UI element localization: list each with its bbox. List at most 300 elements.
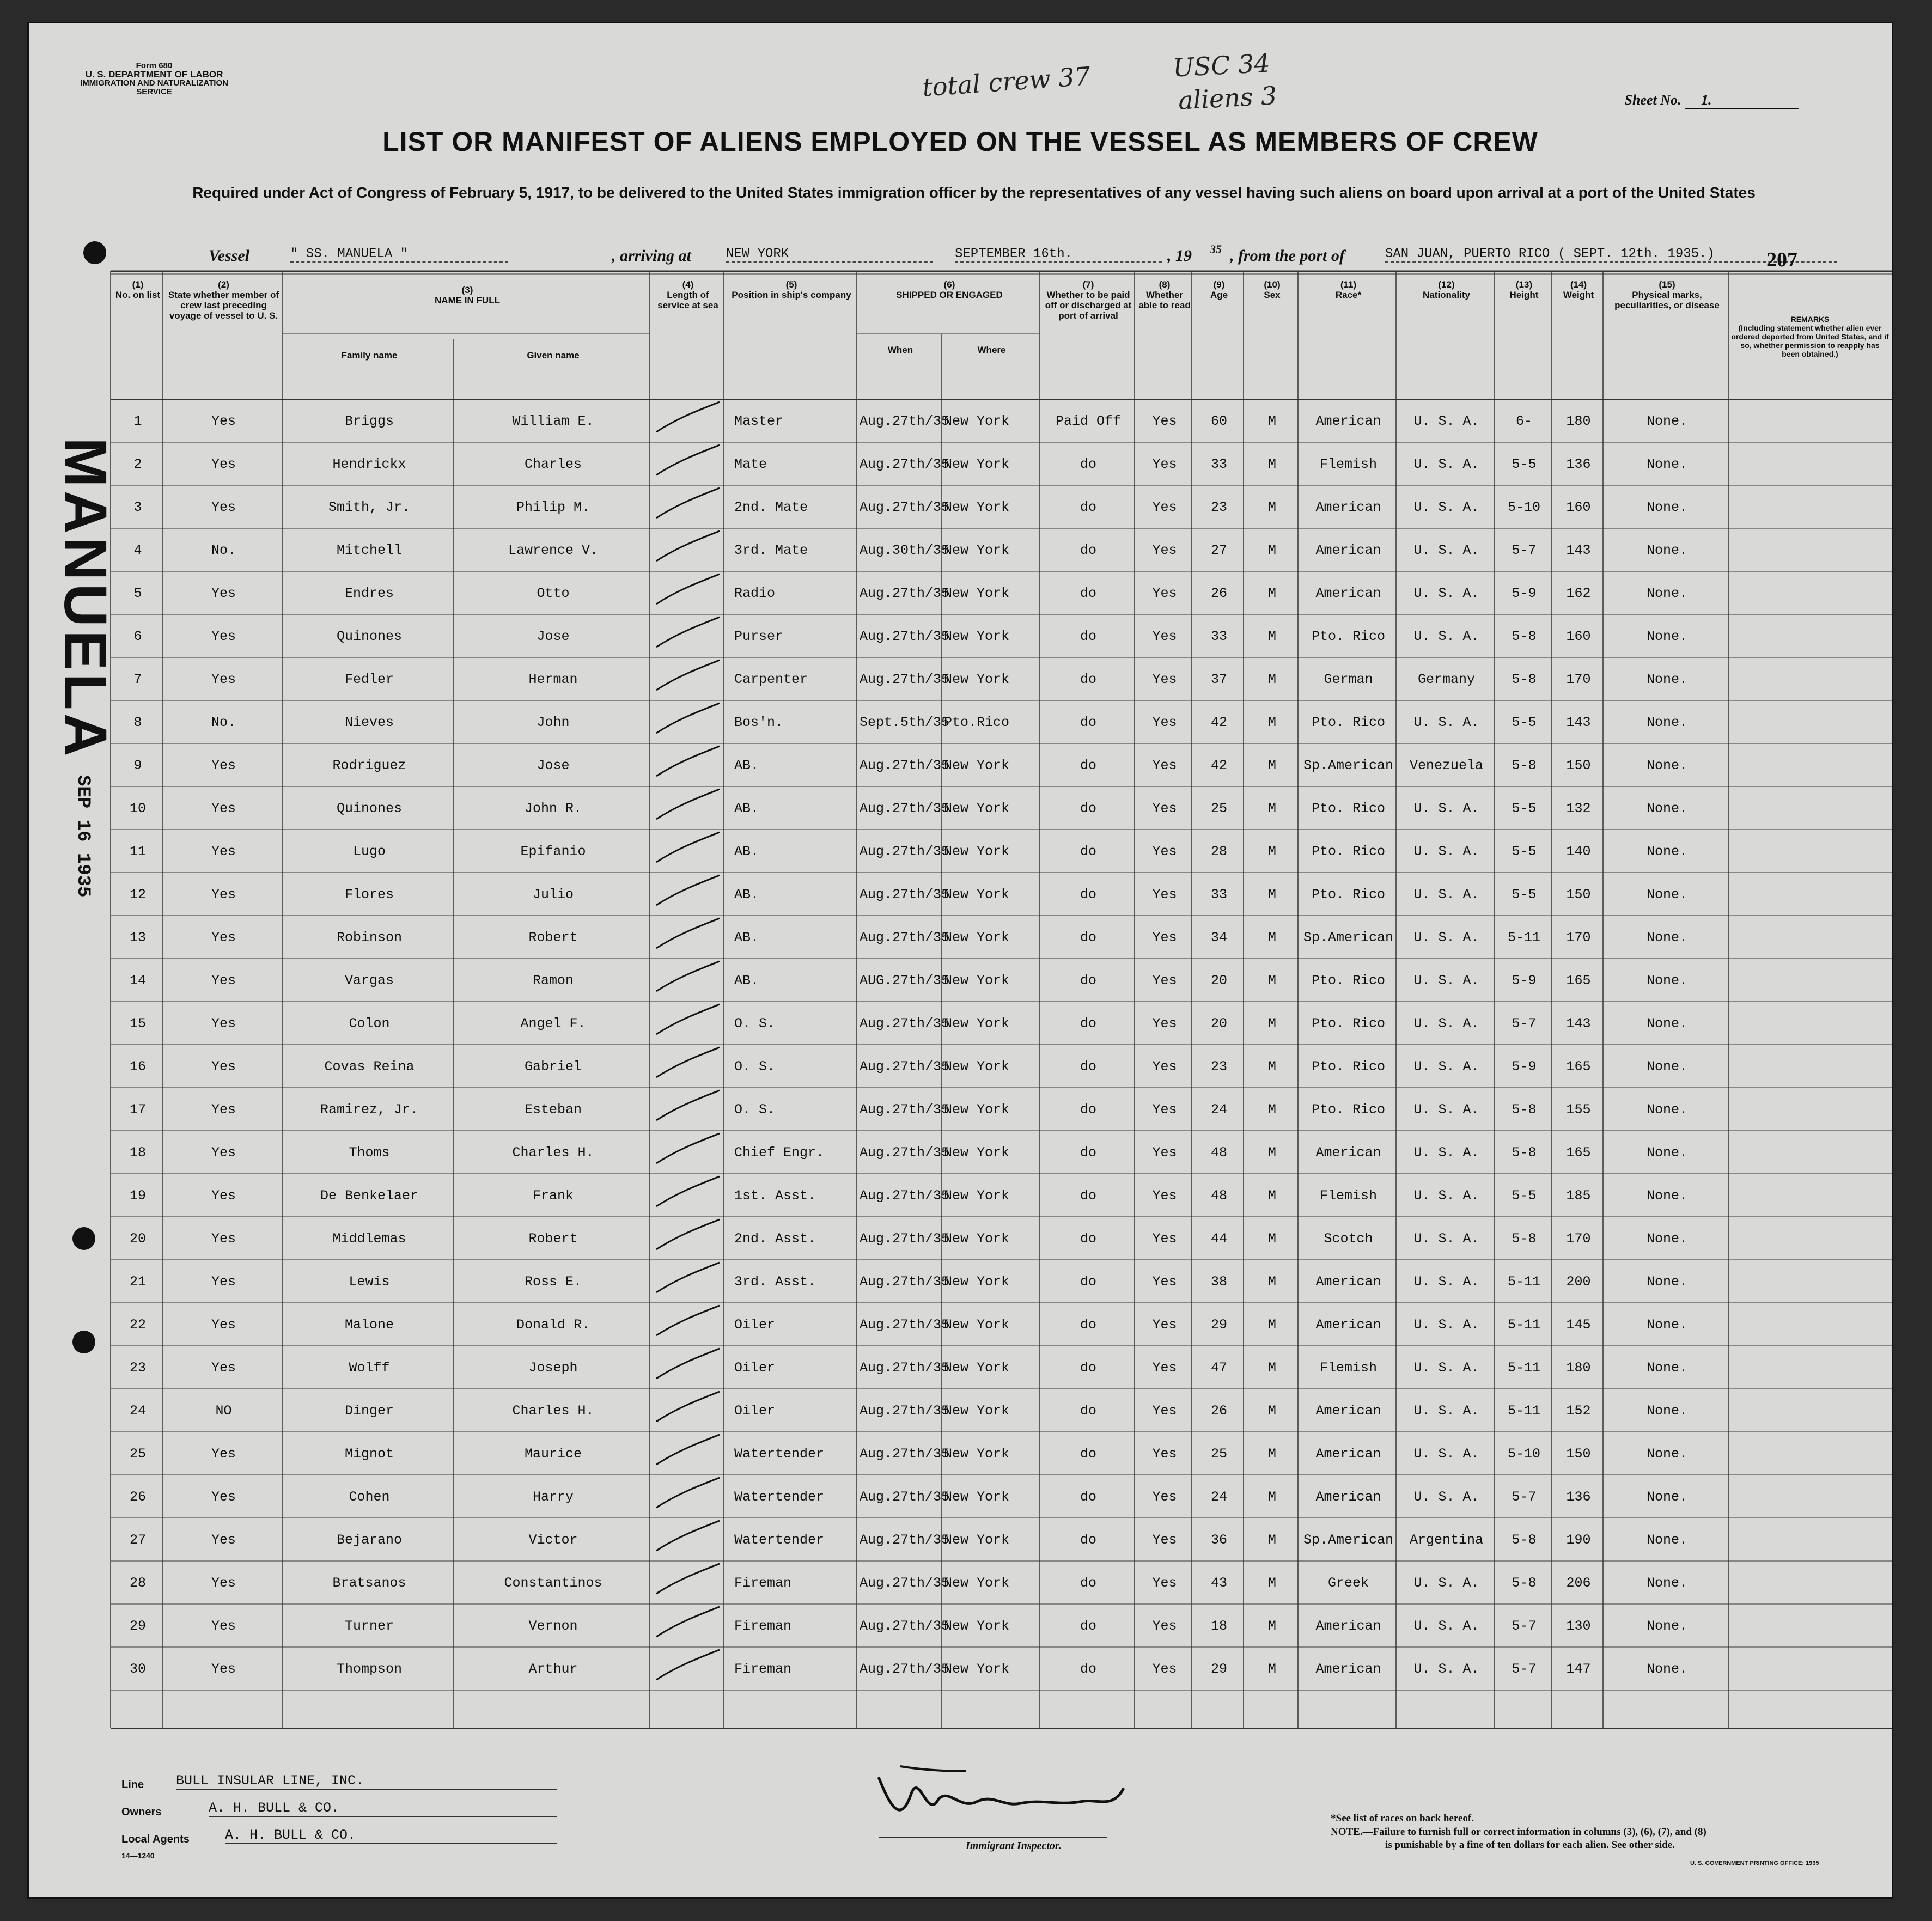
cell-prev: Yes bbox=[211, 1575, 236, 1591]
cell-no: 23 bbox=[129, 1360, 146, 1376]
cell-weight: 185 bbox=[1566, 1188, 1591, 1204]
cell-marks: None. bbox=[1646, 1274, 1687, 1290]
cell-paid: do bbox=[1080, 499, 1096, 515]
cell-read: Yes bbox=[1152, 1532, 1177, 1548]
cell-sex: M bbox=[1267, 1231, 1276, 1247]
cell-position: Radio bbox=[734, 586, 776, 601]
page-number: 207 bbox=[1766, 248, 1797, 271]
cell-position: 2nd. Mate bbox=[734, 499, 808, 515]
col-header-given-name: Given name bbox=[527, 350, 580, 361]
col-header-no: (1) No. on list bbox=[115, 279, 161, 300]
cell-read: Yes bbox=[1152, 1016, 1177, 1032]
cell-sex: M bbox=[1267, 1661, 1276, 1677]
col-header-prev-voyage: (2) State whether member of crew last preceding voyage of vessel to U. S. bbox=[168, 279, 279, 321]
page-title: LIST OR MANIFEST OF ALIENS EMPLOYED ON THE VESSEL AS MEMBERS OF CREW bbox=[382, 126, 1538, 157]
cell-position: Watertender bbox=[734, 1489, 825, 1505]
cell-height: 5-11 bbox=[1507, 930, 1540, 946]
cell-paid: do bbox=[1080, 844, 1096, 859]
cell-nationality: U. S. A. bbox=[1413, 1188, 1479, 1204]
cell-marks: None. bbox=[1646, 456, 1687, 472]
table-row bbox=[29, 830, 1892, 873]
col-header-name: (3) NAME IN FULL bbox=[435, 285, 500, 306]
cell-read: Yes bbox=[1152, 930, 1177, 946]
cell-sex: M bbox=[1267, 1403, 1276, 1419]
cell-no: 16 bbox=[129, 1059, 146, 1075]
cell-weight: 143 bbox=[1566, 1016, 1591, 1032]
cell-sex: M bbox=[1267, 1188, 1276, 1204]
cell-weight: 132 bbox=[1566, 801, 1591, 816]
cell-sex: M bbox=[1267, 930, 1276, 946]
cell-given: Gabriel bbox=[524, 1059, 582, 1075]
cell-no: 17 bbox=[129, 1102, 146, 1118]
cell-nationality: U. S. A. bbox=[1413, 1145, 1479, 1161]
cell-when: Sept.5th/35 bbox=[860, 715, 950, 730]
cell-given: Esteban bbox=[524, 1102, 582, 1118]
cell-position: 2nd. Asst. bbox=[734, 1231, 816, 1247]
cell-family: Lugo bbox=[352, 844, 386, 859]
cell-weight: 206 bbox=[1566, 1575, 1591, 1591]
cell-when: Aug.27th/35 bbox=[860, 1102, 950, 1118]
cell-prev: Yes bbox=[211, 1317, 236, 1333]
cell-when: Aug.27th/35 bbox=[860, 1360, 950, 1376]
cell-nationality: Germany bbox=[1417, 672, 1476, 687]
cell-age: 33 bbox=[1210, 887, 1227, 902]
cell-age: 43 bbox=[1210, 1575, 1227, 1591]
owners-value: A. H. BULL & CO. bbox=[209, 1800, 557, 1817]
cell-position: AB. bbox=[734, 844, 759, 859]
cell-read: Yes bbox=[1152, 801, 1177, 816]
inspector-label: Immigrant Inspector. bbox=[966, 1840, 1062, 1852]
cell-read: Yes bbox=[1152, 1618, 1177, 1634]
cell-race: American bbox=[1315, 1661, 1381, 1677]
table-row bbox=[29, 1217, 1892, 1260]
cell-position: Oiler bbox=[734, 1403, 776, 1419]
from-port: SAN JUAN, PUERTO RICO ( SEPT. 12th. 1935.) bbox=[1385, 247, 1837, 263]
cell-race: Scotch bbox=[1324, 1231, 1373, 1247]
cell-race: American bbox=[1315, 1317, 1381, 1333]
cell-sex: M bbox=[1267, 1274, 1276, 1290]
cell-height: 6- bbox=[1515, 413, 1532, 429]
cell-paid: do bbox=[1080, 1489, 1096, 1505]
cell-paid: do bbox=[1080, 1661, 1096, 1677]
cell-age: 36 bbox=[1210, 1532, 1227, 1548]
cell-sex: M bbox=[1267, 1575, 1276, 1591]
cell-where: New York bbox=[944, 973, 1010, 989]
cell-prev: Yes bbox=[211, 1274, 236, 1290]
cell-paid: do bbox=[1080, 1145, 1096, 1161]
cell-prev: Yes bbox=[211, 973, 236, 989]
cell-prev: Yes bbox=[211, 1016, 236, 1032]
cell-no: 20 bbox=[129, 1231, 146, 1247]
cell-nationality: U. S. A. bbox=[1413, 715, 1479, 730]
cell-paid: do bbox=[1080, 1317, 1096, 1333]
cell-given: Charles bbox=[524, 456, 582, 472]
cell-weight: 170 bbox=[1566, 930, 1591, 946]
cell-race: American bbox=[1315, 499, 1381, 515]
cell-nationality: U. S. A. bbox=[1413, 1102, 1479, 1118]
cell-read: Yes bbox=[1152, 672, 1177, 687]
cell-weight: 180 bbox=[1566, 413, 1591, 429]
cell-age: 29 bbox=[1210, 1661, 1227, 1677]
cell-marks: None. bbox=[1646, 1489, 1687, 1505]
cell-age: 24 bbox=[1210, 1102, 1227, 1118]
cell-when: Aug.27th/35 bbox=[860, 499, 950, 515]
cell-where: New York bbox=[944, 1532, 1010, 1548]
cell-prev: Yes bbox=[211, 499, 236, 515]
cell-age: 44 bbox=[1210, 1231, 1227, 1247]
cell-prev: Yes bbox=[211, 887, 236, 902]
cell-age: 48 bbox=[1210, 1188, 1227, 1204]
cell-sex: M bbox=[1267, 1360, 1276, 1376]
cell-race: Pto. Rico bbox=[1311, 801, 1386, 816]
cell-race: Sp.American bbox=[1303, 1532, 1394, 1548]
cell-family: Fedler bbox=[344, 672, 394, 687]
cell-prev: Yes bbox=[211, 1188, 236, 1204]
cell-prev: Yes bbox=[211, 1145, 236, 1161]
cell-where: New York bbox=[944, 844, 1010, 859]
cell-where: New York bbox=[944, 1489, 1010, 1505]
cell-height: 5-7 bbox=[1512, 542, 1537, 558]
cell-sex: M bbox=[1267, 973, 1276, 989]
cell-age: 60 bbox=[1210, 413, 1227, 429]
cell-where: New York bbox=[944, 542, 1010, 558]
cell-marks: None. bbox=[1646, 499, 1687, 515]
cell-read: Yes bbox=[1152, 499, 1177, 515]
cell-no: 8 bbox=[133, 715, 142, 730]
cell-sex: M bbox=[1267, 715, 1276, 730]
cell-race: Flemish bbox=[1319, 1360, 1378, 1376]
table-row bbox=[29, 786, 1892, 830]
cell-given: Joseph bbox=[528, 1360, 578, 1376]
cell-sex: M bbox=[1267, 1145, 1276, 1161]
cell-race: Flemish bbox=[1319, 1188, 1378, 1204]
cell-no: 11 bbox=[129, 844, 146, 859]
agents-value: A. H. BULL & CO. bbox=[225, 1827, 557, 1844]
cell-race: Flemish bbox=[1319, 456, 1378, 472]
cell-nationality: U. S. A. bbox=[1413, 801, 1479, 816]
cell-prev: Yes bbox=[211, 930, 236, 946]
cell-position: O. S. bbox=[734, 1016, 776, 1032]
cell-when: Aug.27th/35 bbox=[860, 413, 950, 429]
table-row bbox=[29, 1432, 1892, 1475]
cell-marks: None. bbox=[1646, 1618, 1687, 1634]
inspector-signature bbox=[868, 1755, 1151, 1843]
cell-sex: M bbox=[1267, 1016, 1276, 1032]
cell-prev: Yes bbox=[211, 1489, 236, 1505]
cell-read: Yes bbox=[1152, 413, 1177, 429]
cell-height: 5-5 bbox=[1512, 844, 1537, 859]
cell-given: Epifanio bbox=[520, 844, 586, 859]
note-fine-2: is punishable by a fine of ten dollars for each alien. See other side. bbox=[1385, 1839, 1675, 1851]
cell-weight: 150 bbox=[1566, 1446, 1591, 1462]
cell-marks: None. bbox=[1646, 542, 1687, 558]
cell-family: Colon bbox=[349, 1016, 390, 1032]
cell-weight: 170 bbox=[1566, 1231, 1591, 1247]
table-row bbox=[29, 1346, 1892, 1389]
cell-position: AB. bbox=[734, 973, 759, 989]
cell-sex: M bbox=[1267, 887, 1276, 902]
cell-when: Aug.27th/35 bbox=[860, 1575, 950, 1591]
cell-height: 5-11 bbox=[1507, 1274, 1540, 1290]
cell-where: New York bbox=[944, 1317, 1010, 1333]
cell-prev: Yes bbox=[211, 1102, 236, 1118]
line-value: BULL INSULAR LINE, INC. bbox=[176, 1773, 557, 1790]
cell-family: Mitchell bbox=[336, 542, 403, 558]
cell-sex: M bbox=[1267, 1618, 1276, 1634]
cell-weight: 200 bbox=[1566, 1274, 1591, 1290]
cell-weight: 165 bbox=[1566, 1145, 1591, 1161]
cell-read: Yes bbox=[1152, 1059, 1177, 1075]
cell-no: 12 bbox=[129, 887, 146, 902]
cell-height: 5-11 bbox=[1507, 1317, 1540, 1333]
cell-paid: do bbox=[1080, 542, 1096, 558]
cell-height: 5-8 bbox=[1512, 1102, 1537, 1118]
cell-read: Yes bbox=[1152, 844, 1177, 859]
cell-sex: M bbox=[1267, 499, 1276, 515]
cell-prev: Yes bbox=[211, 1059, 236, 1075]
sheet-number bbox=[1625, 92, 1800, 109]
cell-weight: 143 bbox=[1566, 715, 1591, 730]
cell-weight: 162 bbox=[1566, 586, 1591, 601]
cell-age: 42 bbox=[1210, 715, 1227, 730]
cell-family: De Benkelaer bbox=[320, 1188, 419, 1204]
cell-prev: Yes bbox=[211, 801, 236, 816]
cell-marks: None. bbox=[1646, 1188, 1687, 1204]
col-header-race: (11) Race* bbox=[1335, 279, 1362, 300]
cell-weight: 180 bbox=[1566, 1360, 1591, 1376]
cell-nationality: U. S. A. bbox=[1413, 887, 1479, 902]
cell-race: American bbox=[1315, 1274, 1381, 1290]
cell-nationality: U. S. A. bbox=[1413, 1403, 1479, 1419]
cell-weight: 140 bbox=[1566, 844, 1591, 859]
cell-prev: Yes bbox=[211, 413, 236, 429]
cell-paid: do bbox=[1080, 715, 1096, 730]
col-header-remarks: REMARKS (Including statement whether alien ever ordered deported from United States, and if so, whether permission to reapply has been obtained.) bbox=[1731, 315, 1889, 358]
form-service: IMMIGRATION AND NATURALIZATION SERVICE bbox=[80, 78, 228, 96]
table-row bbox=[29, 916, 1892, 959]
cell-nationality: U. S. A. bbox=[1413, 456, 1479, 472]
cell-when: Aug.27th/35 bbox=[860, 1016, 950, 1032]
cell-marks: None. bbox=[1646, 1360, 1687, 1376]
cell-where: New York bbox=[944, 1446, 1010, 1462]
cell-age: 20 bbox=[1210, 973, 1227, 989]
cell-read: Yes bbox=[1152, 1274, 1177, 1290]
sheet-number-label: Sheet No. bbox=[1624, 92, 1681, 108]
cell-given: Herman bbox=[528, 672, 578, 687]
cell-position: Bos'n. bbox=[734, 715, 784, 730]
cell-where: New York bbox=[944, 1188, 1010, 1204]
agents-label: Local Agents bbox=[121, 1833, 190, 1845]
cell-family: Nieves bbox=[344, 715, 394, 730]
table-row bbox=[29, 1604, 1892, 1647]
table-row bbox=[29, 1303, 1892, 1346]
cell-family: Smith, Jr. bbox=[328, 499, 411, 515]
cell-race: American bbox=[1315, 586, 1381, 601]
cell-position: AB. bbox=[734, 801, 759, 816]
cell-given: Donald R. bbox=[516, 1317, 590, 1333]
cell-age: 25 bbox=[1210, 801, 1227, 816]
cell-when: Aug.27th/35 bbox=[860, 456, 950, 472]
cell-paid: do bbox=[1080, 973, 1096, 989]
cell-paid: do bbox=[1080, 629, 1096, 644]
cell-given: Ramon bbox=[532, 973, 574, 989]
cell-height: 5-8 bbox=[1512, 758, 1537, 773]
cell-family: Malone bbox=[344, 1317, 394, 1333]
vessel-label: Vessel bbox=[209, 247, 249, 265]
cell-prev: NO bbox=[215, 1403, 232, 1419]
cell-no: 7 bbox=[133, 672, 142, 687]
cell-position: Fireman bbox=[734, 1661, 792, 1677]
cell-age: 42 bbox=[1210, 758, 1227, 773]
cell-no: 3 bbox=[133, 499, 142, 515]
cell-nationality: U. S. A. bbox=[1413, 1059, 1479, 1075]
cell-no: 22 bbox=[129, 1317, 146, 1333]
cell-when: Aug.27th/35 bbox=[860, 930, 950, 946]
cell-age: 23 bbox=[1210, 1059, 1227, 1075]
cell-where: New York bbox=[944, 801, 1010, 816]
cell-nationality: U. S. A. bbox=[1413, 1446, 1479, 1462]
cell-no: 27 bbox=[129, 1532, 146, 1548]
year-prefix: , 19 bbox=[1167, 247, 1192, 265]
cell-family: Bratsanos bbox=[332, 1575, 406, 1591]
cell-weight: 147 bbox=[1566, 1661, 1591, 1677]
cell-race: Pto. Rico bbox=[1311, 887, 1386, 902]
cell-given: Julio bbox=[532, 887, 574, 902]
cell-race: Pto. Rico bbox=[1311, 1059, 1386, 1075]
cell-age: 26 bbox=[1210, 1403, 1227, 1419]
cell-prev: Yes bbox=[211, 758, 236, 773]
cell-where: New York bbox=[944, 1102, 1010, 1118]
cell-paid: do bbox=[1080, 1102, 1096, 1118]
cell-read: Yes bbox=[1152, 1360, 1177, 1376]
table-row bbox=[29, 1475, 1892, 1518]
cell-marks: None. bbox=[1646, 1661, 1687, 1677]
cell-race: Pto. Rico bbox=[1311, 629, 1386, 644]
cell-no: 13 bbox=[129, 930, 146, 946]
cell-where: New York bbox=[944, 1059, 1010, 1075]
cell-weight: 155 bbox=[1566, 1102, 1591, 1118]
cell-height: 5-9 bbox=[1512, 973, 1537, 989]
cell-paid: do bbox=[1080, 1446, 1096, 1462]
cell-family: Mignot bbox=[344, 1446, 394, 1462]
table-row bbox=[29, 1174, 1892, 1217]
cell-given: Charles H. bbox=[512, 1403, 594, 1419]
cell-age: 34 bbox=[1210, 930, 1227, 946]
cell-when: Aug.27th/35 bbox=[860, 1403, 950, 1419]
cell-where: New York bbox=[944, 499, 1010, 515]
cell-race: German bbox=[1324, 672, 1373, 687]
cell-marks: None. bbox=[1646, 930, 1687, 946]
cell-marks: None. bbox=[1646, 715, 1687, 730]
cell-sex: M bbox=[1267, 456, 1276, 472]
cell-no: 9 bbox=[133, 758, 142, 773]
cell-where: New York bbox=[944, 758, 1010, 773]
table-row bbox=[29, 700, 1892, 743]
cell-family: Hendrickx bbox=[332, 456, 406, 472]
cell-prev: Yes bbox=[211, 1360, 236, 1376]
cell-where: New York bbox=[944, 1274, 1010, 1290]
cell-position: Purser bbox=[734, 629, 784, 644]
cell-age: 27 bbox=[1210, 542, 1227, 558]
cell-marks: None. bbox=[1646, 1575, 1687, 1591]
cell-age: 29 bbox=[1210, 1317, 1227, 1333]
cell-weight: 165 bbox=[1566, 1059, 1591, 1075]
cell-age: 38 bbox=[1210, 1274, 1227, 1290]
cell-when: Aug.27th/35 bbox=[860, 586, 950, 601]
cell-where: New York bbox=[944, 672, 1010, 687]
cell-given: Harry bbox=[532, 1489, 574, 1505]
cell-read: Yes bbox=[1152, 1661, 1177, 1677]
cell-when: Aug.30th/35 bbox=[860, 542, 950, 558]
cell-no: 19 bbox=[129, 1188, 146, 1204]
cell-given: Maurice bbox=[524, 1446, 582, 1462]
cell-no: 18 bbox=[129, 1145, 146, 1161]
cell-sex: M bbox=[1267, 801, 1276, 816]
cell-nationality: U. S. A. bbox=[1413, 542, 1479, 558]
cell-height: 5-11 bbox=[1507, 1360, 1540, 1376]
cell-position: AB. bbox=[734, 758, 759, 773]
cell-height: 5-5 bbox=[1512, 1188, 1537, 1204]
cell-prev: No. bbox=[211, 542, 236, 558]
cell-nationality: U. S. A. bbox=[1413, 629, 1479, 644]
cell-sex: M bbox=[1267, 1489, 1276, 1505]
cell-paid: do bbox=[1080, 456, 1096, 472]
cell-marks: None. bbox=[1646, 887, 1687, 902]
cell-nationality: U. S. A. bbox=[1413, 1360, 1479, 1376]
cell-paid: do bbox=[1080, 672, 1096, 687]
page-subtitle: Required under Act of Congress of February 5, 1917, to be delivered to the United States immigration officer by the representatives of any vessel having such aliens on board upon arrival at a port of the United States bbox=[192, 184, 1756, 201]
cell-where: New York bbox=[944, 1575, 1010, 1591]
table-row bbox=[29, 528, 1892, 571]
cell-position: Carpenter bbox=[734, 672, 808, 687]
form-header bbox=[72, 62, 236, 96]
printer-line: U. S. GOVERNMENT PRINTING OFFICE: 1935 bbox=[1690, 1860, 1819, 1867]
cell-marks: None. bbox=[1646, 1102, 1687, 1118]
cell-read: Yes bbox=[1152, 1102, 1177, 1118]
cell-sex: M bbox=[1267, 1102, 1276, 1118]
cell-given: Constantinos bbox=[504, 1575, 602, 1591]
cell-age: 28 bbox=[1210, 844, 1227, 859]
cell-height: 5-9 bbox=[1512, 586, 1537, 601]
cell-position: Fireman bbox=[734, 1618, 792, 1634]
cell-no: 4 bbox=[133, 542, 142, 558]
cell-position: Master bbox=[734, 413, 784, 429]
arrival-date: SEPTEMBER 16th. bbox=[955, 247, 1162, 263]
cell-marks: None. bbox=[1646, 801, 1687, 816]
table-row bbox=[29, 485, 1892, 528]
binder-hole bbox=[83, 241, 106, 264]
table-row bbox=[29, 614, 1892, 657]
cell-given: Philip M. bbox=[516, 499, 590, 515]
cell-height: 5-11 bbox=[1507, 1403, 1540, 1419]
cell-marks: None. bbox=[1646, 758, 1687, 773]
cell-height: 5-8 bbox=[1512, 1532, 1537, 1548]
cell-nationality: U. S. A. bbox=[1413, 1661, 1479, 1677]
cell-race: Pto. Rico bbox=[1311, 1016, 1386, 1032]
cell-when: Aug.27th/35 bbox=[860, 1059, 950, 1075]
cell-position: AB. bbox=[734, 930, 759, 946]
cell-where: New York bbox=[944, 413, 1010, 429]
cell-marks: None. bbox=[1646, 844, 1687, 859]
cell-given: Ross E. bbox=[524, 1274, 582, 1290]
manifest-sheet bbox=[27, 22, 1893, 1899]
cell-position: Watertender bbox=[734, 1446, 825, 1462]
cell-given: Frank bbox=[532, 1188, 574, 1204]
table-row bbox=[29, 1002, 1892, 1045]
cell-marks: None. bbox=[1646, 973, 1687, 989]
cell-nationality: U. S. A. bbox=[1413, 413, 1479, 429]
cell-paid: do bbox=[1080, 586, 1096, 601]
